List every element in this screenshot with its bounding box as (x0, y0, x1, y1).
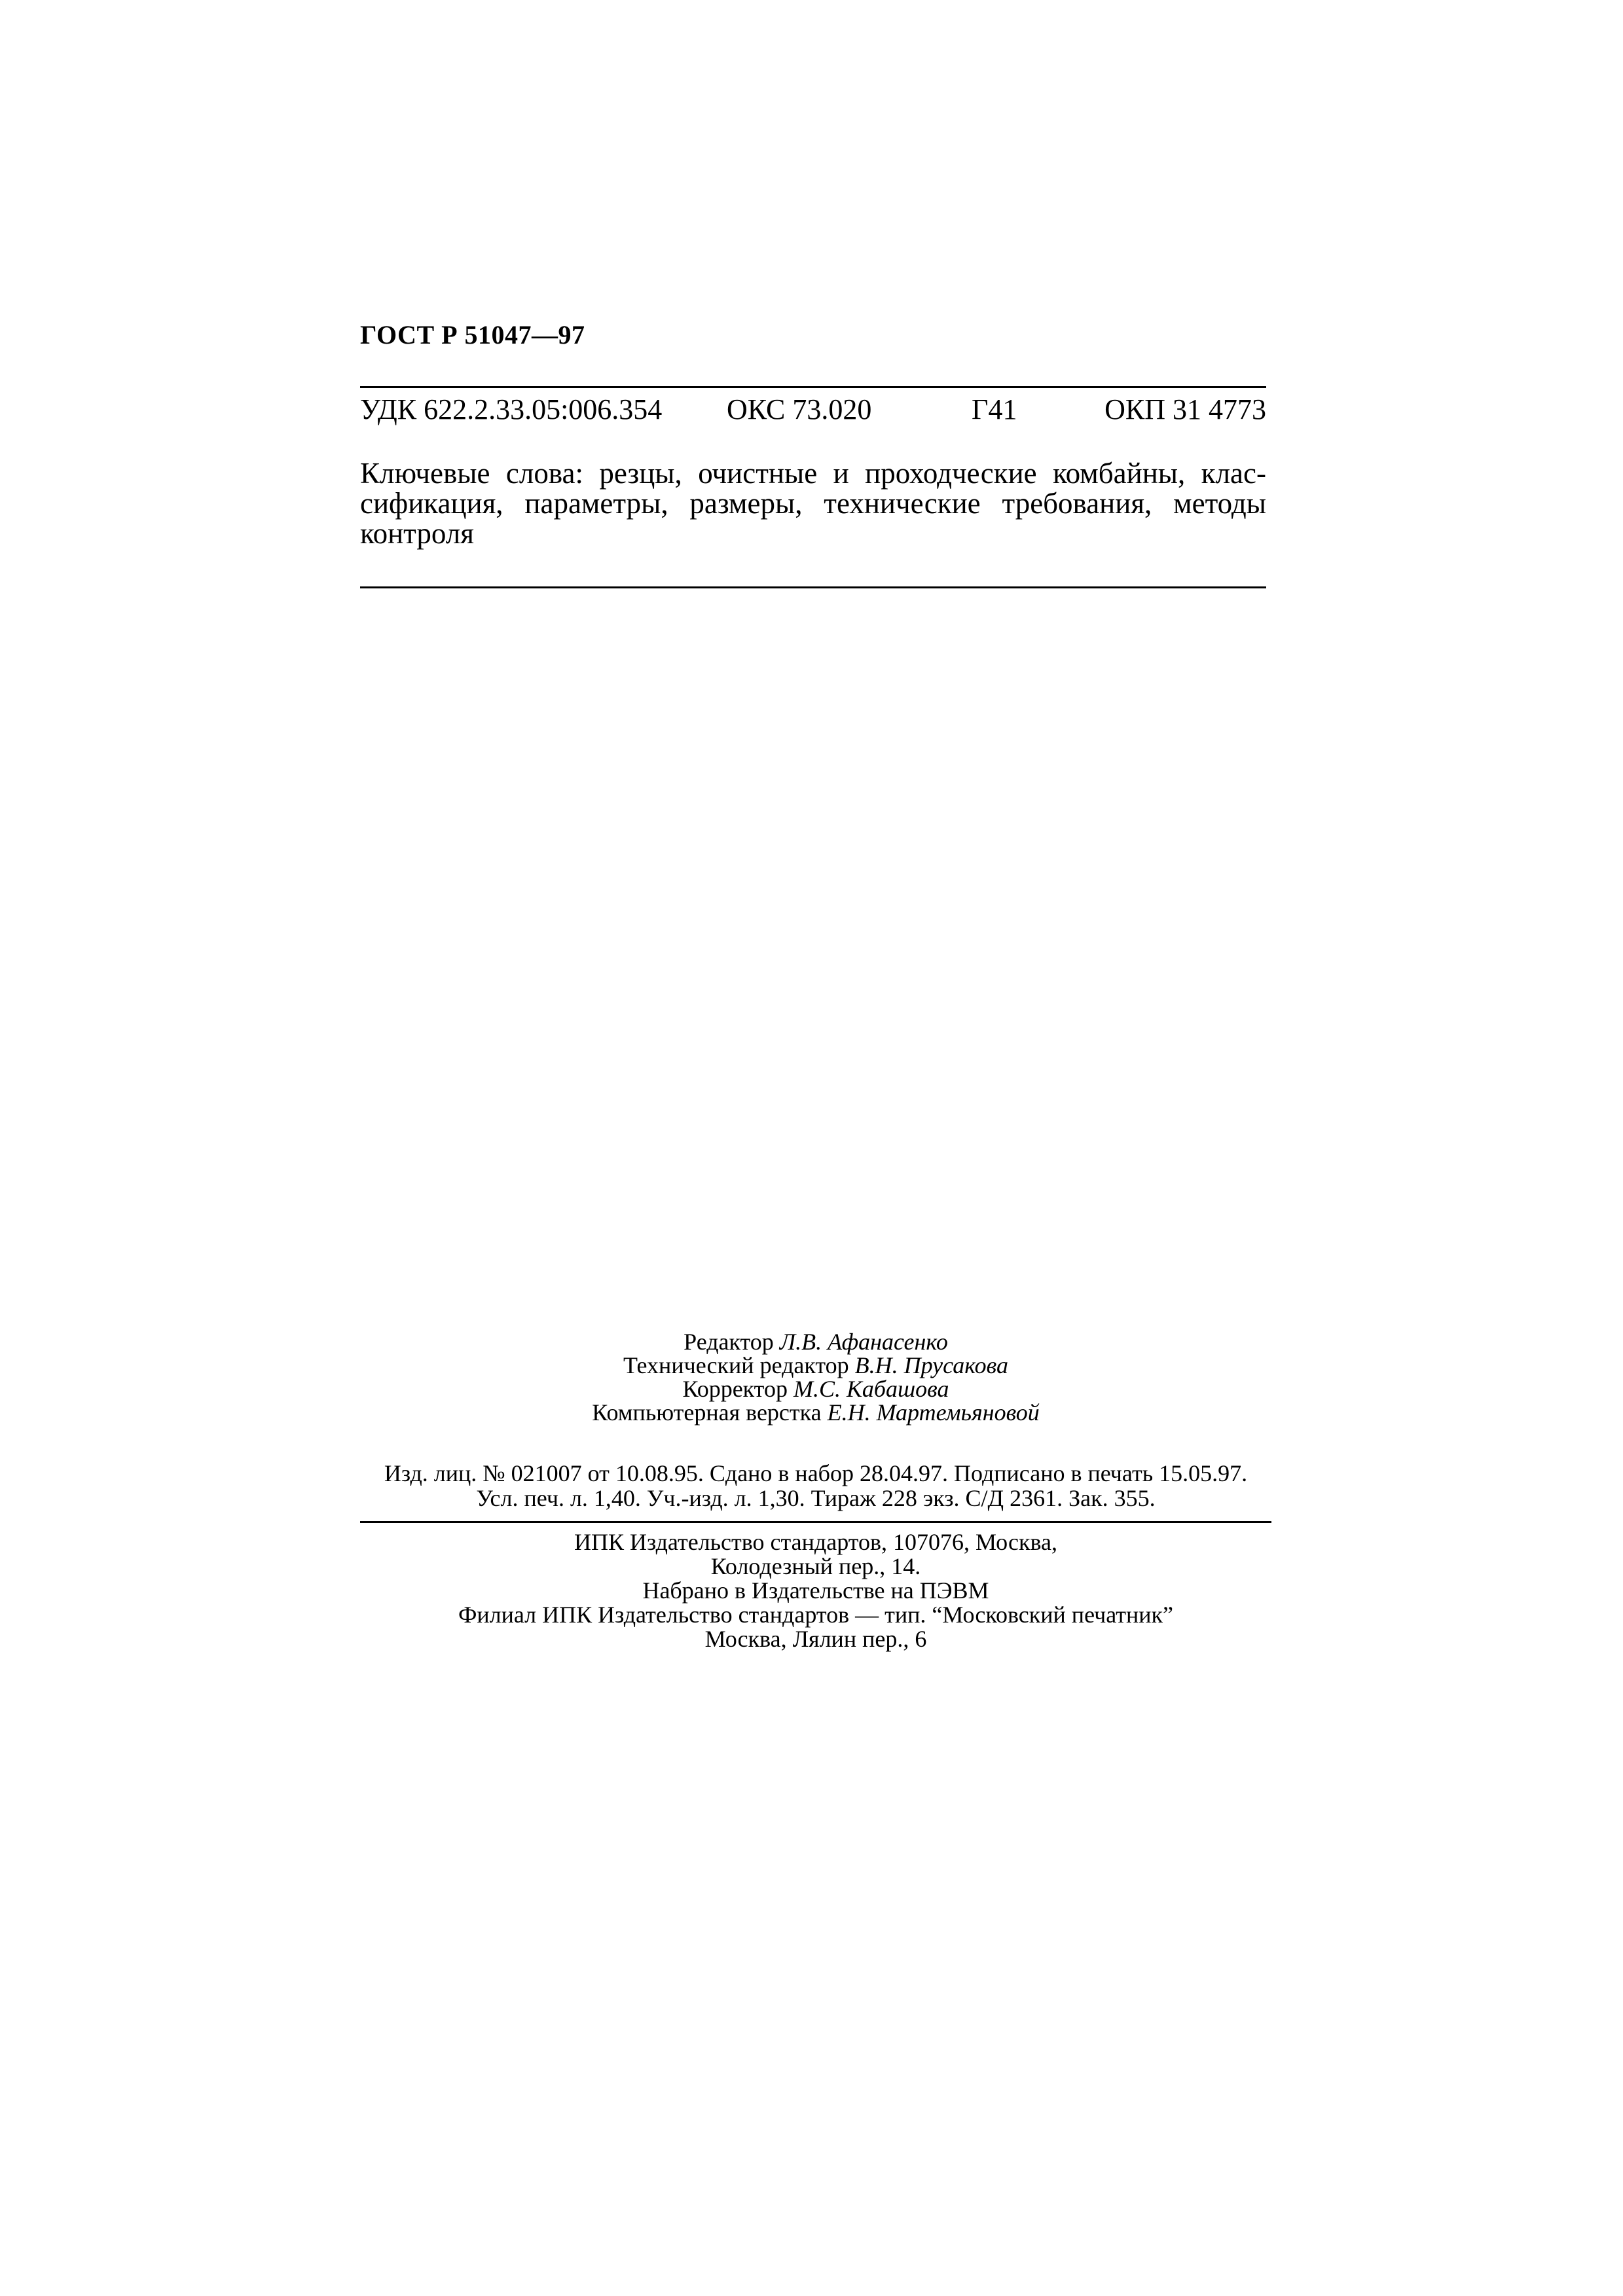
credit-tech-editor (360, 1354, 1271, 1377)
credit-name: В.Н. Прусакова (854, 1352, 1009, 1378)
credit-editor (360, 1330, 1271, 1354)
credit-proofreader (360, 1377, 1271, 1401)
credit-name: М.С. Кабашова (793, 1376, 949, 1402)
okp-code: ОКП 31 4773 (1104, 393, 1266, 425)
keywords-paragraph (360, 458, 1266, 548)
credit-layout (360, 1401, 1271, 1424)
udk-code: УДК 622.2.33.05:006.354 (360, 393, 663, 425)
divider-imprint (360, 1521, 1271, 1523)
credit-role: Технический редактор (623, 1352, 849, 1378)
divider-keywords (360, 586, 1266, 588)
imprint-block (360, 1461, 1271, 1511)
credit-role: Компьютерная верстка (592, 1399, 822, 1426)
publisher-line: Москва, Лялин пер., 6 (704, 1626, 927, 1652)
publisher-line: Колодезный пер., 14. (710, 1553, 921, 1579)
imprint-line-license: Изд. лиц. № 021007 от 10.08.95. Сдано в набор 28.04.97. Подписано в печать 15.05.97. (384, 1460, 1248, 1486)
keywords-line: Ключевые слова: резцы, очистные и проходческие комбайны, клас- (360, 457, 1266, 490)
keywords-line: сификация, параметры, размеры, технические требования, методы (360, 487, 1266, 520)
imprint-line-print-data: Усл. печ. л. 1,40. Уч.-изд. л. 1,30. Тираж 228 экз. С/Д 2361. Зак. 355. (476, 1485, 1156, 1511)
publisher-line: Набрано в Издательстве на ПЭВМ (642, 1577, 989, 1604)
keywords-line: контроля (360, 517, 474, 550)
standard-designation: ГОСТ Р 51047—97 (360, 320, 585, 350)
publisher-line: ИПК Издательство стандартов, 107076, Москва, (574, 1529, 1057, 1555)
divider-top (360, 386, 1266, 388)
oks-code: ОКС 73.020 (727, 393, 872, 425)
publisher-line: Филиал ИПК Издательство стандартов — тип. “Московский печатник” (458, 1602, 1174, 1628)
publisher-block (360, 1530, 1271, 1651)
credit-name: Л.В. Афанасенко (779, 1329, 948, 1355)
credit-role: Корректор (682, 1376, 788, 1402)
credits-block (360, 1330, 1271, 1424)
group-code: Г41 (972, 393, 1017, 425)
credit-name: Е.Н. Мартемьяновой (827, 1399, 1040, 1426)
classification-row (360, 393, 1266, 429)
credit-role: Редактор (684, 1329, 774, 1355)
